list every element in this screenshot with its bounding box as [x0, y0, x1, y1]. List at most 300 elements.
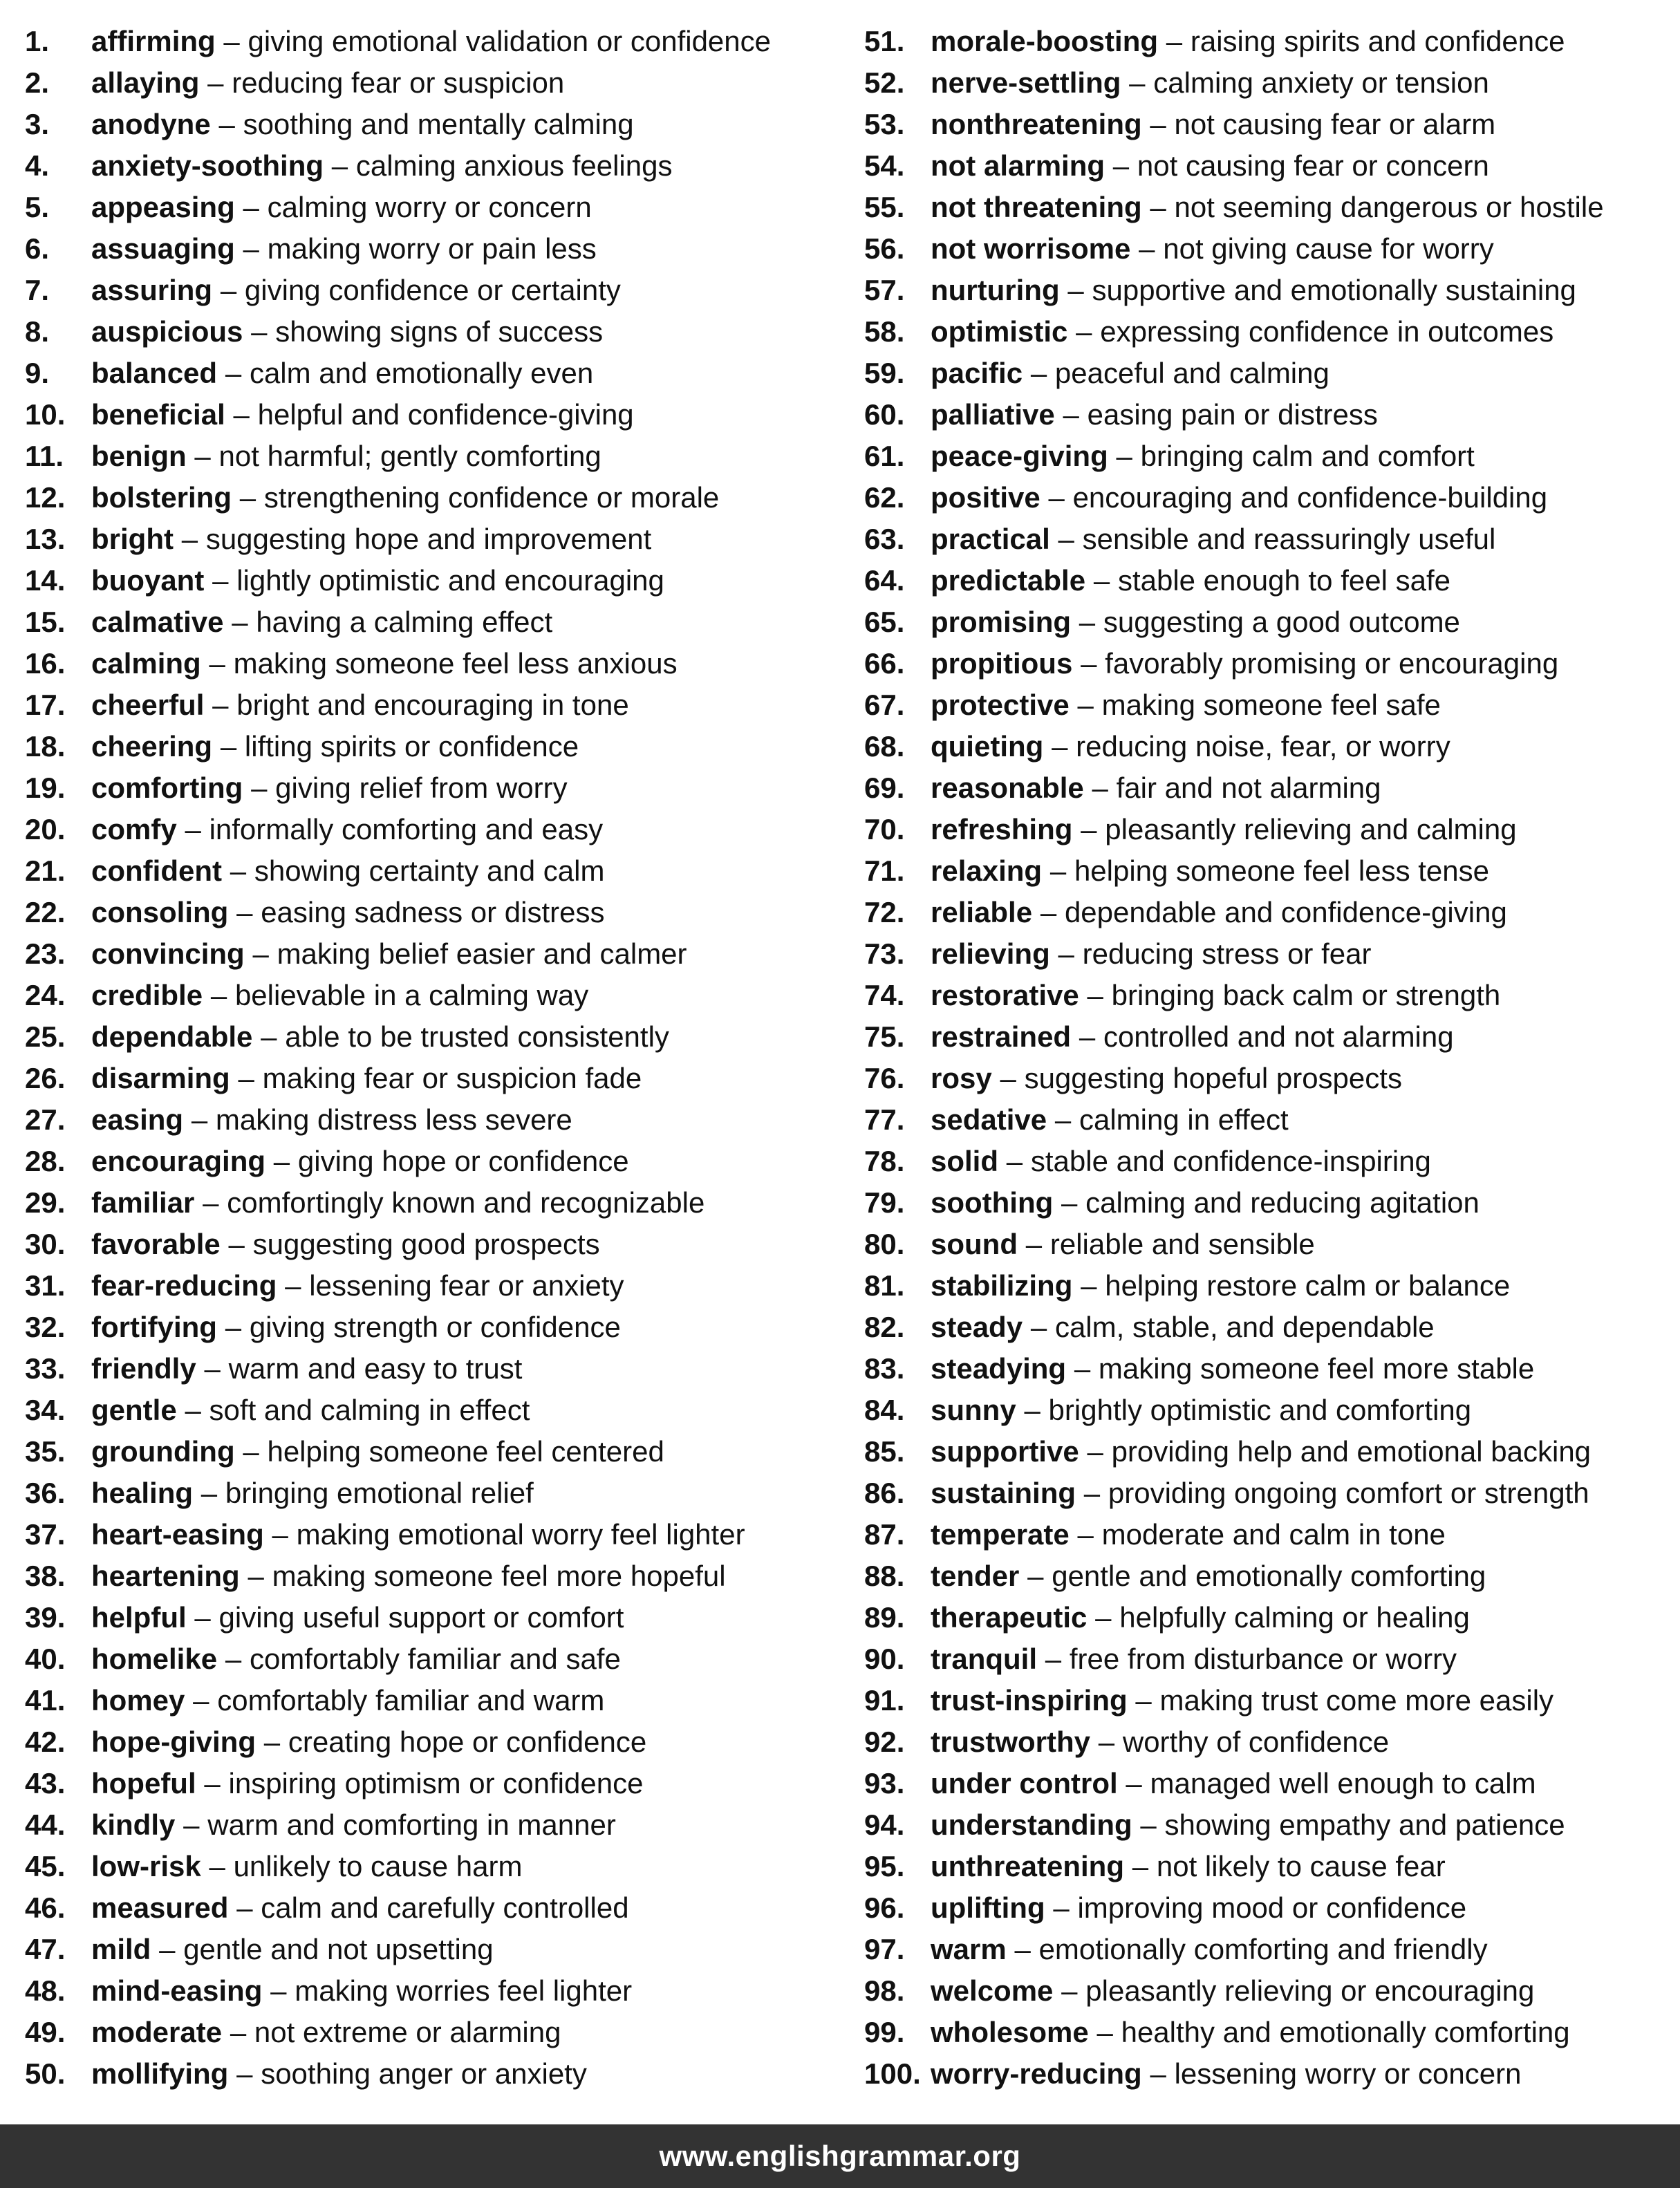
item-separator: –: [220, 730, 237, 763]
item-separator: –: [1045, 1643, 1062, 1675]
list-item: [864, 1182, 1680, 1224]
item-number: 97.: [864, 1933, 905, 1965]
item-number: 75.: [864, 1020, 905, 1053]
item-term: steadying: [931, 1352, 1067, 1385]
list-item: [25, 1431, 855, 1472]
item-separator: –: [1087, 979, 1103, 1011]
list-item: [25, 1307, 855, 1348]
item-separator: –: [261, 1020, 277, 1053]
item-definition: encouraging and confidence-building: [1072, 481, 1548, 514]
item-separator: –: [185, 813, 201, 845]
list-item: [864, 726, 1680, 767]
list-item: [25, 394, 855, 436]
list-item: [864, 1431, 1680, 1472]
list-item: [864, 933, 1680, 975]
item-number: 17.: [25, 689, 66, 721]
item-term: hopeful: [91, 1767, 196, 1799]
item-definition: expressing confidence in outcomes: [1100, 315, 1554, 348]
item-separator: –: [248, 1560, 264, 1592]
list-item: [25, 21, 855, 62]
list-item: [864, 1348, 1680, 1390]
list-item: [864, 1929, 1680, 1970]
list-item: [864, 353, 1680, 394]
list-item: [864, 1390, 1680, 1431]
item-definition: not likely to cause fear: [1156, 1850, 1446, 1882]
item-definition: giving emotional validation or confidence: [248, 25, 772, 57]
item-separator: –: [1077, 689, 1094, 721]
item-term: convincing: [91, 937, 245, 970]
item-separator: –: [225, 1643, 242, 1675]
item-separator: –: [1053, 1891, 1070, 1924]
item-number: 34.: [25, 1394, 66, 1426]
item-definition: dependable and confidence-giving: [1064, 896, 1507, 928]
item-definition: easing pain or distress: [1087, 398, 1378, 431]
item-term: sound: [931, 1228, 1018, 1260]
item-separator: –: [236, 896, 253, 928]
item-term: trustworthy: [931, 1726, 1090, 1758]
list-item: [864, 518, 1680, 560]
item-definition: inspiring optimism or confidence: [228, 1767, 644, 1799]
item-term: comfy: [91, 813, 177, 845]
item-term: credible: [91, 979, 203, 1011]
item-separator: –: [238, 1062, 254, 1094]
item-term: morale-boosting: [931, 25, 1159, 57]
item-number: 100.: [864, 2057, 921, 2090]
item-number: 61.: [864, 440, 905, 472]
item-definition: supportive and emotionally sustaining: [1092, 274, 1576, 306]
list-item: [864, 21, 1680, 62]
item-term: favorable: [91, 1228, 221, 1260]
item-number: 40.: [25, 1643, 66, 1675]
item-definition: helpfully calming or healing: [1119, 1601, 1470, 1634]
item-definition: soft and calming in effect: [209, 1394, 530, 1426]
item-number: 98.: [864, 1974, 905, 2007]
item-term: predictable: [931, 564, 1086, 597]
item-number: 64.: [864, 564, 905, 597]
item-term: allaying: [91, 66, 200, 99]
item-definition: stable and confidence-inspiring: [1030, 1145, 1431, 1177]
list-item: [864, 892, 1680, 933]
item-term: propitious: [931, 647, 1073, 680]
list-item: [25, 560, 855, 601]
item-number: 42.: [25, 1726, 66, 1758]
item-number: 35.: [25, 1435, 66, 1468]
item-term: appeasing: [91, 191, 235, 223]
item-separator: –: [204, 1767, 221, 1799]
item-definition: gentle and emotionally comforting: [1052, 1560, 1486, 1592]
item-separator: –: [1092, 772, 1108, 804]
item-separator: –: [1030, 357, 1047, 389]
item-term: familiar: [91, 1186, 195, 1219]
item-term: wholesome: [931, 2016, 1089, 2048]
item-separator: –: [212, 564, 229, 597]
list-item: [25, 1141, 855, 1182]
item-definition: not causing fear or alarm: [1174, 108, 1496, 140]
item-definition: suggesting good prospects: [252, 1228, 600, 1260]
list-item: [864, 1555, 1680, 1597]
item-term: anxiety-soothing: [91, 149, 324, 182]
item-definition: having a calming effect: [256, 606, 553, 638]
list-item: [25, 1680, 855, 1721]
item-term: beneficial: [91, 398, 225, 431]
item-term: kindly: [91, 1808, 176, 1841]
item-term: warm: [931, 1933, 1007, 1965]
item-definition: giving useful support or comfort: [218, 1601, 624, 1634]
item-separator: –: [223, 25, 240, 57]
item-term: helpful: [91, 1601, 187, 1634]
item-number: 29.: [25, 1186, 66, 1219]
item-separator: –: [1058, 523, 1074, 555]
item-term: bolstering: [91, 481, 232, 514]
item-number: 52.: [864, 66, 905, 99]
item-term: fortifying: [91, 1311, 217, 1343]
list-item: [864, 1597, 1680, 1638]
item-definition: warm and comforting in manner: [207, 1808, 616, 1841]
list-item: [25, 436, 855, 477]
item-definition: bringing emotional relief: [225, 1477, 534, 1509]
item-number: 99.: [864, 2016, 905, 2048]
item-definition: sensible and reassuringly useful: [1082, 523, 1496, 555]
item-definition: raising spirits and confidence: [1190, 25, 1565, 57]
item-separator: –: [251, 772, 268, 804]
item-term: not alarming: [931, 149, 1105, 182]
item-number: 58.: [864, 315, 905, 348]
item-separator: –: [230, 854, 247, 887]
item-number: 5.: [25, 191, 50, 223]
item-separator: –: [236, 1891, 253, 1924]
item-number: 12.: [25, 481, 66, 514]
item-definition: suggesting a good outcome: [1103, 606, 1460, 638]
item-term: tranquil: [931, 1643, 1037, 1675]
item-term: unthreatening: [931, 1850, 1124, 1882]
item-number: 86.: [864, 1477, 905, 1509]
item-definition: brightly optimistic and comforting: [1048, 1394, 1472, 1426]
list-item: [864, 1141, 1680, 1182]
item-definition: soothing and mentally calming: [243, 108, 634, 140]
item-separator: –: [225, 357, 242, 389]
item-definition: worthy of confidence: [1122, 1726, 1390, 1758]
list-item: [25, 850, 855, 892]
item-separator: –: [228, 1228, 245, 1260]
item-separator: –: [1112, 149, 1130, 182]
item-term: temperate: [931, 1518, 1070, 1551]
list-item: [25, 892, 855, 933]
list-item: [864, 270, 1680, 311]
list-item: [25, 1846, 855, 1887]
item-number: 93.: [864, 1767, 905, 1799]
item-separator: –: [1074, 1352, 1091, 1385]
item-definition: healthy and emotionally comforting: [1121, 2016, 1570, 2048]
item-separator: –: [1081, 1269, 1097, 1302]
item-number: 74.: [864, 979, 905, 1011]
item-number: 84.: [864, 1394, 905, 1426]
item-definition: reliable and sensible: [1049, 1228, 1315, 1260]
item-number: 51.: [864, 25, 905, 57]
item-separator: –: [251, 315, 268, 348]
item-definition: lightly optimistic and encouraging: [236, 564, 664, 597]
item-definition: not causing fear or concern: [1137, 149, 1489, 182]
list-item: [864, 311, 1680, 353]
item-definition: reducing noise, fear, or worry: [1076, 730, 1450, 763]
item-separator: –: [185, 1394, 201, 1426]
item-separator: –: [225, 1311, 242, 1343]
item-definition: making worries feel lighter: [295, 1974, 633, 2007]
list-item: [25, 311, 855, 353]
list-item: [25, 228, 855, 270]
item-term: low-risk: [91, 1850, 201, 1882]
item-definition: making belief easier and calmer: [277, 937, 687, 970]
item-definition: reducing stress or fear: [1082, 937, 1372, 970]
item-definition: giving relief from worry: [275, 772, 568, 804]
list-item: [25, 767, 855, 809]
item-separator: –: [272, 1518, 288, 1551]
item-definition: favorably promising or encouraging: [1105, 647, 1559, 680]
item-definition: able to be trusted consistently: [285, 1020, 669, 1053]
list-item: [864, 62, 1680, 104]
item-number: 2.: [25, 66, 50, 99]
item-number: 70.: [864, 813, 905, 845]
list-item: [25, 1929, 855, 1970]
list-item: [864, 1265, 1680, 1307]
list-item: [864, 1638, 1680, 1680]
item-term: steady: [931, 1311, 1023, 1343]
item-definition: calming worry or concern: [267, 191, 592, 223]
item-number: 45.: [25, 1850, 66, 1882]
list-item: [25, 933, 855, 975]
item-definition: not harmful; gently comforting: [218, 440, 601, 472]
item-term: nurturing: [931, 274, 1060, 306]
list-item: [25, 62, 855, 104]
item-definition: showing empathy and patience: [1164, 1808, 1565, 1841]
item-number: 79.: [864, 1186, 905, 1219]
item-definition: making someone feel more hopeful: [272, 1560, 726, 1592]
item-term: fear-reducing: [91, 1269, 277, 1302]
item-separator: –: [210, 979, 227, 1011]
list-item: [864, 1307, 1680, 1348]
item-term: dependable: [91, 1020, 253, 1053]
item-definition: making someone feel more stable: [1098, 1352, 1535, 1385]
list-item: [864, 1514, 1680, 1555]
item-number: 50.: [25, 2057, 66, 2090]
list-item: [25, 975, 855, 1016]
item-number: 56.: [864, 232, 905, 265]
item-term: cheerful: [91, 689, 205, 721]
item-separator: –: [1077, 1518, 1094, 1551]
item-definition: suggesting hope and improvement: [205, 523, 652, 555]
item-definition: calming in effect: [1079, 1103, 1289, 1136]
item-number: 89.: [864, 1601, 905, 1634]
item-separator: –: [243, 232, 259, 265]
item-separator: –: [1079, 606, 1096, 638]
footer-bar: [0, 2124, 1680, 2188]
item-number: 91.: [864, 1684, 905, 1717]
item-definition: showing signs of success: [275, 315, 604, 348]
item-separator: –: [204, 1352, 221, 1385]
item-separator: –: [1081, 813, 1097, 845]
list-item: [864, 1016, 1680, 1058]
item-definition: making worry or pain less: [267, 232, 597, 265]
list-item: [864, 1887, 1680, 1929]
item-term: disarming: [91, 1062, 230, 1094]
item-separator: –: [191, 1103, 208, 1136]
item-definition: helping someone feel centered: [267, 1435, 664, 1468]
item-term: rosy: [931, 1062, 992, 1094]
item-term: comforting: [91, 772, 243, 804]
item-number: 63.: [864, 523, 905, 555]
item-number: 72.: [864, 896, 905, 928]
item-term: consoling: [91, 896, 229, 928]
list-item: [25, 1887, 855, 1929]
item-number: 41.: [25, 1684, 66, 1717]
item-separator: –: [203, 1186, 219, 1219]
item-separator: –: [1098, 1726, 1115, 1758]
list-item: [25, 1638, 855, 1680]
item-number: 60.: [864, 398, 905, 431]
item-definition: managed well enough to calm: [1150, 1767, 1536, 1799]
list-item: [25, 104, 855, 145]
list-item: [25, 145, 855, 187]
item-definition: calming and reducing agitation: [1085, 1186, 1480, 1219]
item-definition: helpful and confidence-giving: [257, 398, 634, 431]
item-definition: unlikely to cause harm: [233, 1850, 523, 1882]
list-item: [25, 1597, 855, 1638]
list-item: [25, 809, 855, 850]
item-term: uplifting: [931, 1891, 1045, 1924]
list-item: [864, 477, 1680, 518]
item-definition: strengthening confidence or morale: [263, 481, 720, 514]
item-separator: –: [1132, 1850, 1149, 1882]
item-separator: –: [1140, 1808, 1157, 1841]
item-separator: –: [273, 1145, 290, 1177]
item-number: 68.: [864, 730, 905, 763]
item-term: mind-easing: [91, 1974, 263, 2007]
item-term: promising: [931, 606, 1072, 638]
item-term: benign: [91, 440, 187, 472]
item-term: palliative: [931, 398, 1055, 431]
list-item: [864, 1970, 1680, 2012]
item-number: 82.: [864, 1311, 905, 1343]
list-item: [864, 1058, 1680, 1099]
item-term: cheering: [91, 730, 213, 763]
item-definition: giving strength or confidence: [249, 1311, 621, 1343]
item-number: 69.: [864, 772, 905, 804]
item-separator: –: [1150, 108, 1166, 140]
item-term: calming: [91, 647, 201, 680]
item-number: 23.: [25, 937, 66, 970]
item-term: stabilizing: [931, 1269, 1073, 1302]
item-separator: –: [1048, 481, 1065, 514]
item-number: 65.: [864, 606, 905, 638]
item-definition: gentle and not upsetting: [183, 1933, 494, 1965]
item-number: 10.: [25, 398, 66, 431]
item-definition: lessening worry or concern: [1174, 2057, 1522, 2090]
item-term: assuring: [91, 274, 213, 306]
list-item: [864, 601, 1680, 643]
list-item: [25, 1555, 855, 1597]
item-term: restorative: [931, 979, 1079, 1011]
item-definition: informally comforting and easy: [209, 813, 604, 845]
item-definition: bright and encouraging in tone: [236, 689, 629, 721]
footer-url[interactable]: www.englishgrammar.org: [659, 2140, 1021, 2172]
item-term: trust-inspiring: [931, 1684, 1128, 1717]
item-definition: controlled and not alarming: [1103, 1020, 1454, 1053]
item-term: under control: [931, 1767, 1118, 1799]
item-number: 27.: [25, 1103, 66, 1136]
item-number: 48.: [25, 1974, 66, 2007]
item-term: worry-reducing: [931, 2057, 1142, 2090]
list-item: [864, 436, 1680, 477]
item-term: confident: [91, 854, 222, 887]
item-definition: easing sadness or distress: [261, 896, 605, 928]
item-number: 47.: [25, 1933, 66, 1965]
item-separator: –: [1095, 1601, 1112, 1634]
item-separator: –: [1126, 1767, 1142, 1799]
item-separator: –: [1083, 1477, 1101, 1509]
item-term: reasonable: [931, 772, 1084, 804]
item-separator: –: [1135, 1684, 1152, 1717]
item-number: 28.: [25, 1145, 66, 1177]
item-separator: –: [1006, 1145, 1023, 1177]
item-separator: –: [181, 523, 198, 555]
item-term: restrained: [931, 1020, 1072, 1053]
item-term: assuaging: [91, 232, 235, 265]
list-item: [25, 2012, 855, 2053]
item-number: 55.: [864, 191, 905, 223]
item-definition: calming anxiety or tension: [1153, 66, 1489, 99]
item-definition: calm, stable, and dependable: [1054, 1311, 1435, 1343]
item-separator: –: [194, 1601, 211, 1634]
item-separator: –: [285, 1269, 301, 1302]
list-item: [25, 1016, 855, 1058]
item-term: balanced: [91, 357, 218, 389]
item-separator: –: [1030, 1311, 1047, 1343]
item-separator: –: [1139, 232, 1155, 265]
item-definition: moderate and calm in tone: [1101, 1518, 1446, 1551]
item-term: heart-easing: [91, 1518, 264, 1551]
item-number: 37.: [25, 1518, 66, 1551]
item-term: mollifying: [91, 2057, 229, 2090]
item-definition: suggesting hopeful prospects: [1024, 1062, 1402, 1094]
item-term: reliable: [931, 896, 1033, 928]
item-separator: –: [1093, 564, 1110, 597]
word-list-right-column: [864, 21, 1680, 2095]
item-term: homelike: [91, 1643, 218, 1675]
item-separator: –: [233, 398, 250, 431]
item-number: 7.: [25, 274, 50, 306]
list-item: [864, 1763, 1680, 1804]
item-term: relaxing: [931, 854, 1043, 887]
item-definition: stable enough to feel safe: [1117, 564, 1450, 597]
item-number: 18.: [25, 730, 66, 763]
list-item: [25, 1763, 855, 1804]
item-number: 19.: [25, 772, 66, 804]
item-definition: helping restore calm or balance: [1105, 1269, 1511, 1302]
item-term: encouraging: [91, 1145, 266, 1177]
item-definition: not seeming dangerous or hostile: [1174, 191, 1604, 223]
item-term: sustaining: [931, 1477, 1076, 1509]
list-item: [25, 1058, 855, 1099]
item-definition: believable in a calming way: [234, 979, 589, 1011]
item-separator: –: [218, 108, 235, 140]
item-number: 62.: [864, 481, 905, 514]
item-number: 14.: [25, 564, 66, 597]
item-number: 11.: [25, 440, 64, 472]
item-number: 39.: [25, 1601, 66, 1634]
item-definition: reducing fear or suspicion: [232, 66, 565, 99]
item-definition: making someone feel less anxious: [233, 647, 678, 680]
item-separator: –: [239, 481, 256, 514]
item-number: 22.: [25, 896, 66, 928]
